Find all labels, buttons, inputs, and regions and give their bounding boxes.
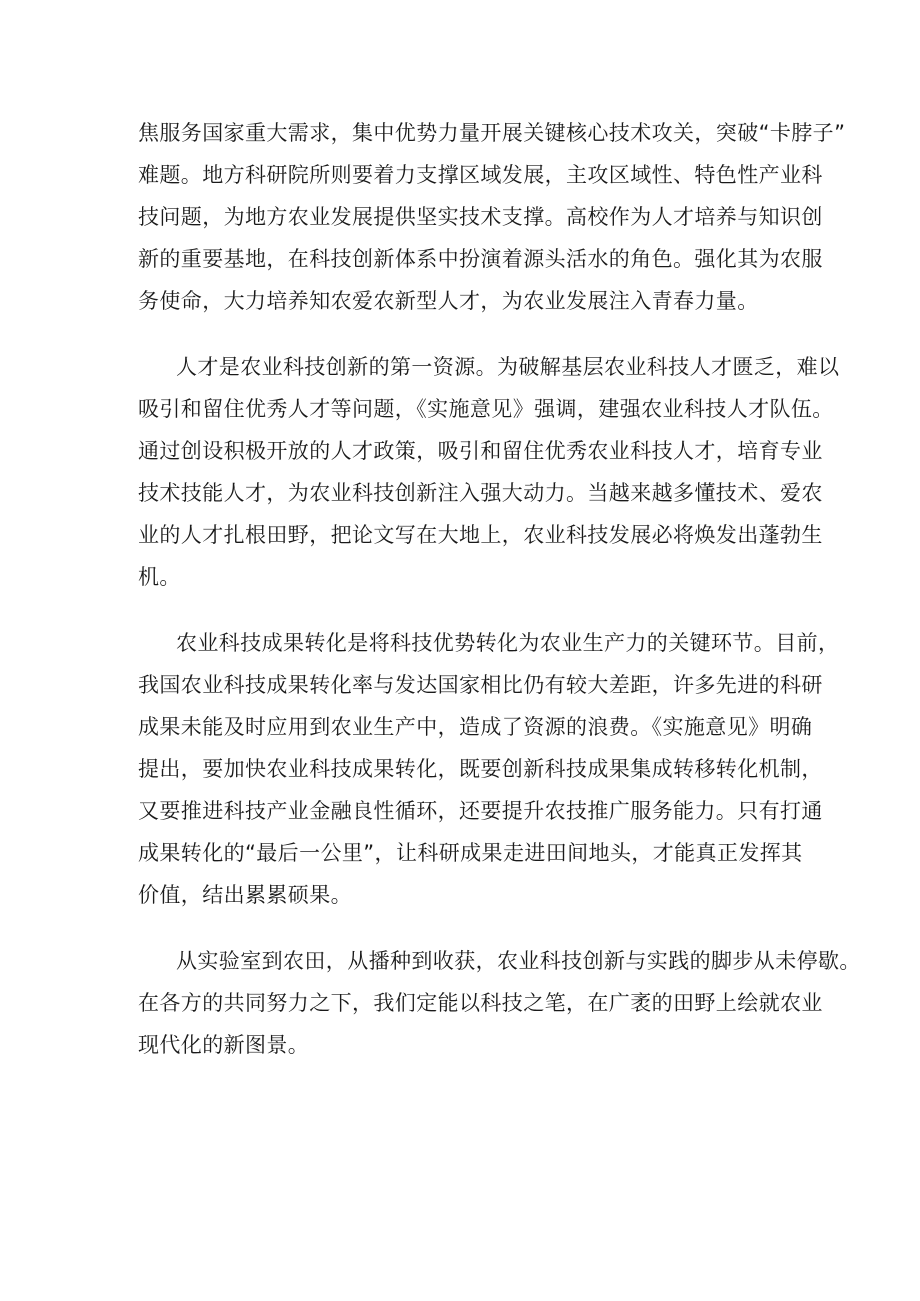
text-line: 现代化的新图景。: [138, 1033, 310, 1057]
text-line: 业的人才扎根田野，把论文写在大地上，农业科技发展必将焕发出蓬勃生: [138, 523, 823, 547]
text-line: 通过创设积极开放的人才政策，吸引和留住优秀农业科技人才，培育专业: [138, 439, 823, 463]
text-line: 吸引和留住优秀人才等问题，《实施意见》强调，建强农业科技人才队伍。: [138, 397, 834, 421]
text-line: 技问题，为地方农业发展提供坚实技术支撑。高校作为人才培养与知识创: [138, 205, 823, 229]
text-line: 成果转化的“最后一公里”，让科研成果走进田间地头，才能真正发挥其: [138, 841, 803, 865]
text-line: 务使命，大力培养知农爱农新型人才，为农业发展注入青春力量。: [138, 289, 759, 313]
text-line: 价值，结出累累硕果。: [138, 883, 352, 907]
text-line: 人才是农业科技创新的第一资源。为破解基层农业科技人才匮乏，难以: [176, 355, 840, 379]
text-line: 机。: [138, 565, 181, 589]
text-line: 在各方的共同努力之下，我们定能以科技之笔，在广袤的田野上绘就农业: [138, 991, 823, 1015]
text-line: 技术技能人才，为农业科技创新注入强大动力。当越来越多懂技术、爱农: [138, 481, 823, 505]
text-line: 提出，要加快农业科技成果转化，既要创新科技成果集成转移转化机制，: [138, 757, 823, 781]
text-line: 从实验室到农田，从播种到收获，农业科技创新与实践的脚步从未停歇。: [176, 949, 861, 973]
text-line: 成果未能及时应用到农业生产中，造成了资源的浪费。《实施意见》明确: [138, 715, 813, 739]
text-line: 又要推进科技产业金融良性循环，还要提升农技推广服务能力。只有打通: [138, 799, 823, 823]
text-line: 我国农业科技成果转化率与发达国家相比仍有较大差距，许多先进的科研: [138, 673, 823, 697]
text-line: 难题。地方科研院所则要着力支撑区域发展，主攻区域性、特色性产业科: [138, 163, 823, 187]
text-line: 焦服务国家重大需求，集中优势力量开展关键核心技术攻关，突破“卡脖子”: [138, 121, 846, 145]
text-line: 农业科技成果转化是将科技优势转化为农业生产力的关键环节。目前，: [176, 631, 840, 655]
text-line: 新的重要基地，在科技创新体系中扮演着源头活水的角色。强化其为农服: [138, 247, 823, 271]
